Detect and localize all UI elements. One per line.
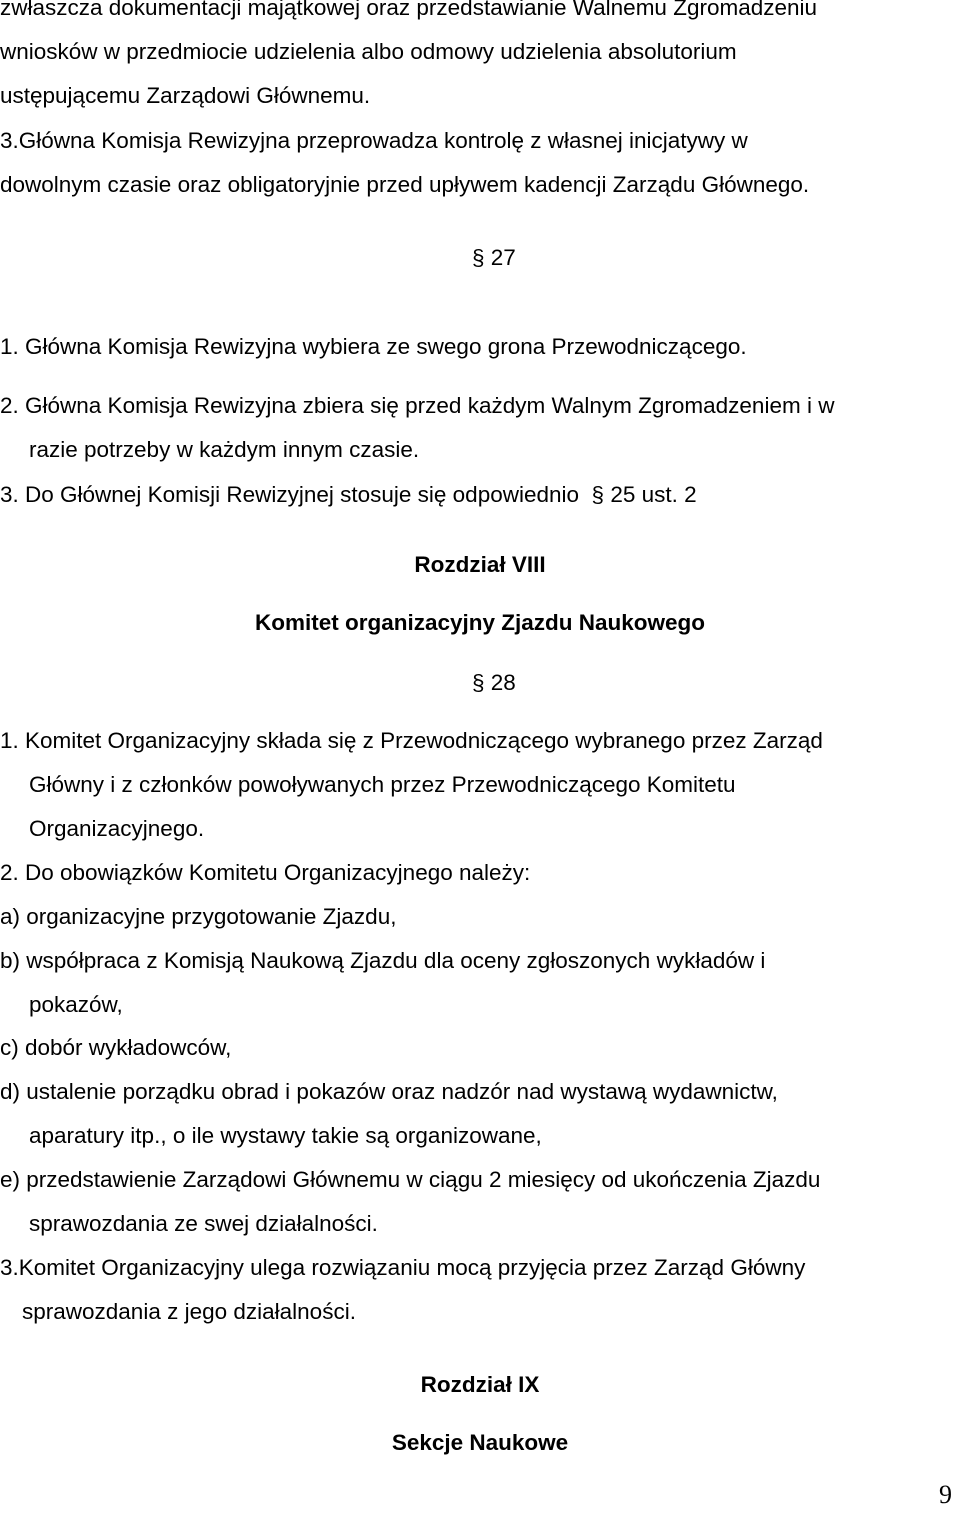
list-item: e) przedstawienie Zarządowi Głównemu w ciągu 2 miesięcy od ukończenia Zjazdu — [0, 1167, 821, 1192]
paragraph-line: ustępującemu Zarządowi Głównemu. — [0, 83, 371, 108]
paragraph-line: zwłaszcza dokumentacji majątkowej oraz przedstawianie Walnemu Zgromadzeniu — [0, 0, 818, 20]
section-reference: 25 ust. 2 — [610, 482, 697, 507]
section-marker-28: § 28 — [472, 670, 516, 695]
chapter-title: Rozdział VIII — [414, 552, 546, 577]
section-marker-27: § 27 — [472, 245, 516, 270]
list-item-continuation: razie potrzeby w każdym innym czasie. — [29, 437, 420, 462]
section-sign-icon: § — [585, 482, 611, 507]
list-item: 3. Do Głównej Komisji Rewizyjnej stosuje się odpowiednio § 25 ust. 2 — [0, 482, 697, 507]
list-item: 2. Główna Komisja Rewizyjna zbiera się przed każdym Walnym Zgromadzeniem i w — [0, 393, 835, 418]
list-item: 2. Do obowiązków Komitetu Organizacyjnego należy: — [0, 860, 531, 885]
list-item-continuation: sprawozdania z jego działalności. — [22, 1299, 356, 1324]
list-item-continuation: pokazów, — [29, 992, 123, 1017]
list-item-continuation: Organizacyjnego. — [29, 816, 205, 841]
list-item: b) współpraca z Komisją Naukową Zjazdu dla oceny zgłoszonych wykładów i — [0, 948, 766, 973]
list-item: 3.Komitet Organizacyjny ulega rozwiązaniu mocą przyjęcia przez Zarząd Główny — [0, 1255, 806, 1280]
list-item: d) ustalenie porządku obrad i pokazów oraz nadzór nad wystawą wydawnictw, — [0, 1079, 778, 1104]
chapter-subtitle: Sekcje Naukowe — [391, 1430, 569, 1455]
chapter-subtitle: Komitet organizacyjny Zjazdu Naukowego — [254, 610, 706, 635]
list-item: 1. Komitet Organizacyjny składa się z Przewodniczącego wybranego przez Zarząd — [0, 728, 823, 753]
page-number: 9 — [939, 1480, 952, 1509]
list-item-continuation: Główny i z członków powoływanych przez Przewodniczącego Komitetu — [29, 772, 736, 797]
section-sign-icon: § — [472, 245, 491, 270]
paragraph-line: 3.Główna Komisja Rewizyjna przeprowadza kontrolę z własnej inicjatywy w — [0, 128, 748, 153]
paragraph-line: wniosków w przedmiocie udzielenia albo odmowy udzielenia absolutorium — [0, 39, 737, 64]
list-item-continuation: aparatury itp., o ile wystawy takie są organizowane, — [29, 1123, 542, 1148]
paragraph-line: dowolnym czasie oraz obligatoryjnie przed upływem kadencji Zarządu Głównego. — [0, 172, 810, 197]
list-item: 1. Główna Komisja Rewizyjna wybiera ze swego grona Przewodniczącego. — [0, 334, 747, 359]
list-item: c) dobór wykładowców, — [0, 1035, 232, 1060]
section-sign-icon: § — [472, 670, 491, 695]
list-item: a) organizacyjne przygotowanie Zjazdu, — [0, 904, 397, 929]
list-item-continuation: sprawozdania ze swej działalności. — [29, 1211, 378, 1236]
chapter-title: Rozdział IX — [420, 1372, 540, 1397]
